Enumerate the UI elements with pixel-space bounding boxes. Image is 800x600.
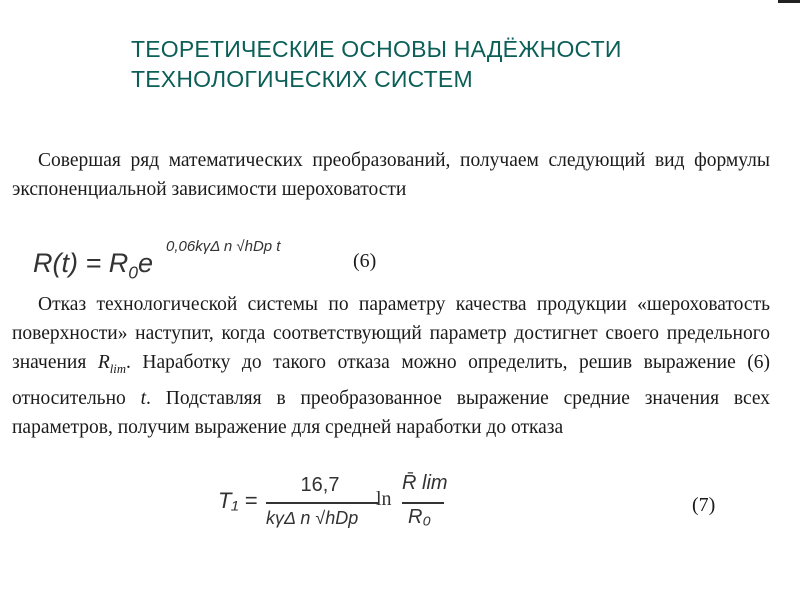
- equation-number-7: (7): [692, 494, 716, 516]
- formula-7-denominator: kγΔ n √hDp: [266, 508, 359, 528]
- paragraph-2-part-3: . Подставляя в преобразованное выражение средние значения всех параметров, получим выражение для средней наработки до отказа: [12, 387, 771, 438]
- title-line-1: ТЕОРЕТИЧЕСКИЕ ОСНОВЫ НАДЁЖНОСТИ: [131, 36, 622, 62]
- paragraph-1-text: Совершая ряд математических преобразований, получаем следующий вид формулы экспоненциальной зависимости шероховатости: [12, 150, 770, 200]
- corner-decoration-line: [778, 0, 800, 3]
- title-line-2: ТЕХНОЛОГИЧЕСКИХ СИСТЕМ: [131, 66, 473, 92]
- formula-7-numerator: 16,7: [300, 474, 340, 496]
- formula-6-e: e: [138, 248, 154, 278]
- formula-6: [33, 236, 333, 286]
- formula-7-ln: ln: [376, 488, 392, 510]
- formula-7-lhs: T₁ =: [218, 488, 258, 513]
- paragraph-2-part-2: . Наработку до такого отказа можно определить, решив выражение (6) относительно: [12, 352, 770, 409]
- paragraph-2: [12, 290, 770, 442]
- formula-7: [218, 470, 458, 540]
- formula-6-sub: 0: [128, 262, 139, 283]
- formula-7-ratio-denominator: R₀: [408, 506, 431, 528]
- slide-title: [131, 34, 771, 94]
- formula-7-ratio-numerator: R̄ lim: [402, 472, 448, 494]
- paragraph-1: [12, 146, 770, 204]
- rlim-symbol: $R_{lim}$: [97, 352, 126, 376]
- equation-number-6: (6): [353, 250, 377, 272]
- formula-6-lhs: R(t) = R: [33, 248, 129, 278]
- formula-6-main: [33, 248, 153, 283]
- t-symbol: t: [140, 387, 147, 409]
- formula-7-fraction-bar: [266, 502, 378, 504]
- formula-7-ratio-bar: [402, 502, 444, 504]
- paragraph-2-part-1: Отказ технологической системы по параметру качества продукции «шероховатость поверхности» наступит, когда соответствующий параметр достигнет своего предельного значения: [12, 294, 770, 373]
- formula-6-exponent: 0,06kγΔ n √hDp t: [166, 238, 281, 255]
